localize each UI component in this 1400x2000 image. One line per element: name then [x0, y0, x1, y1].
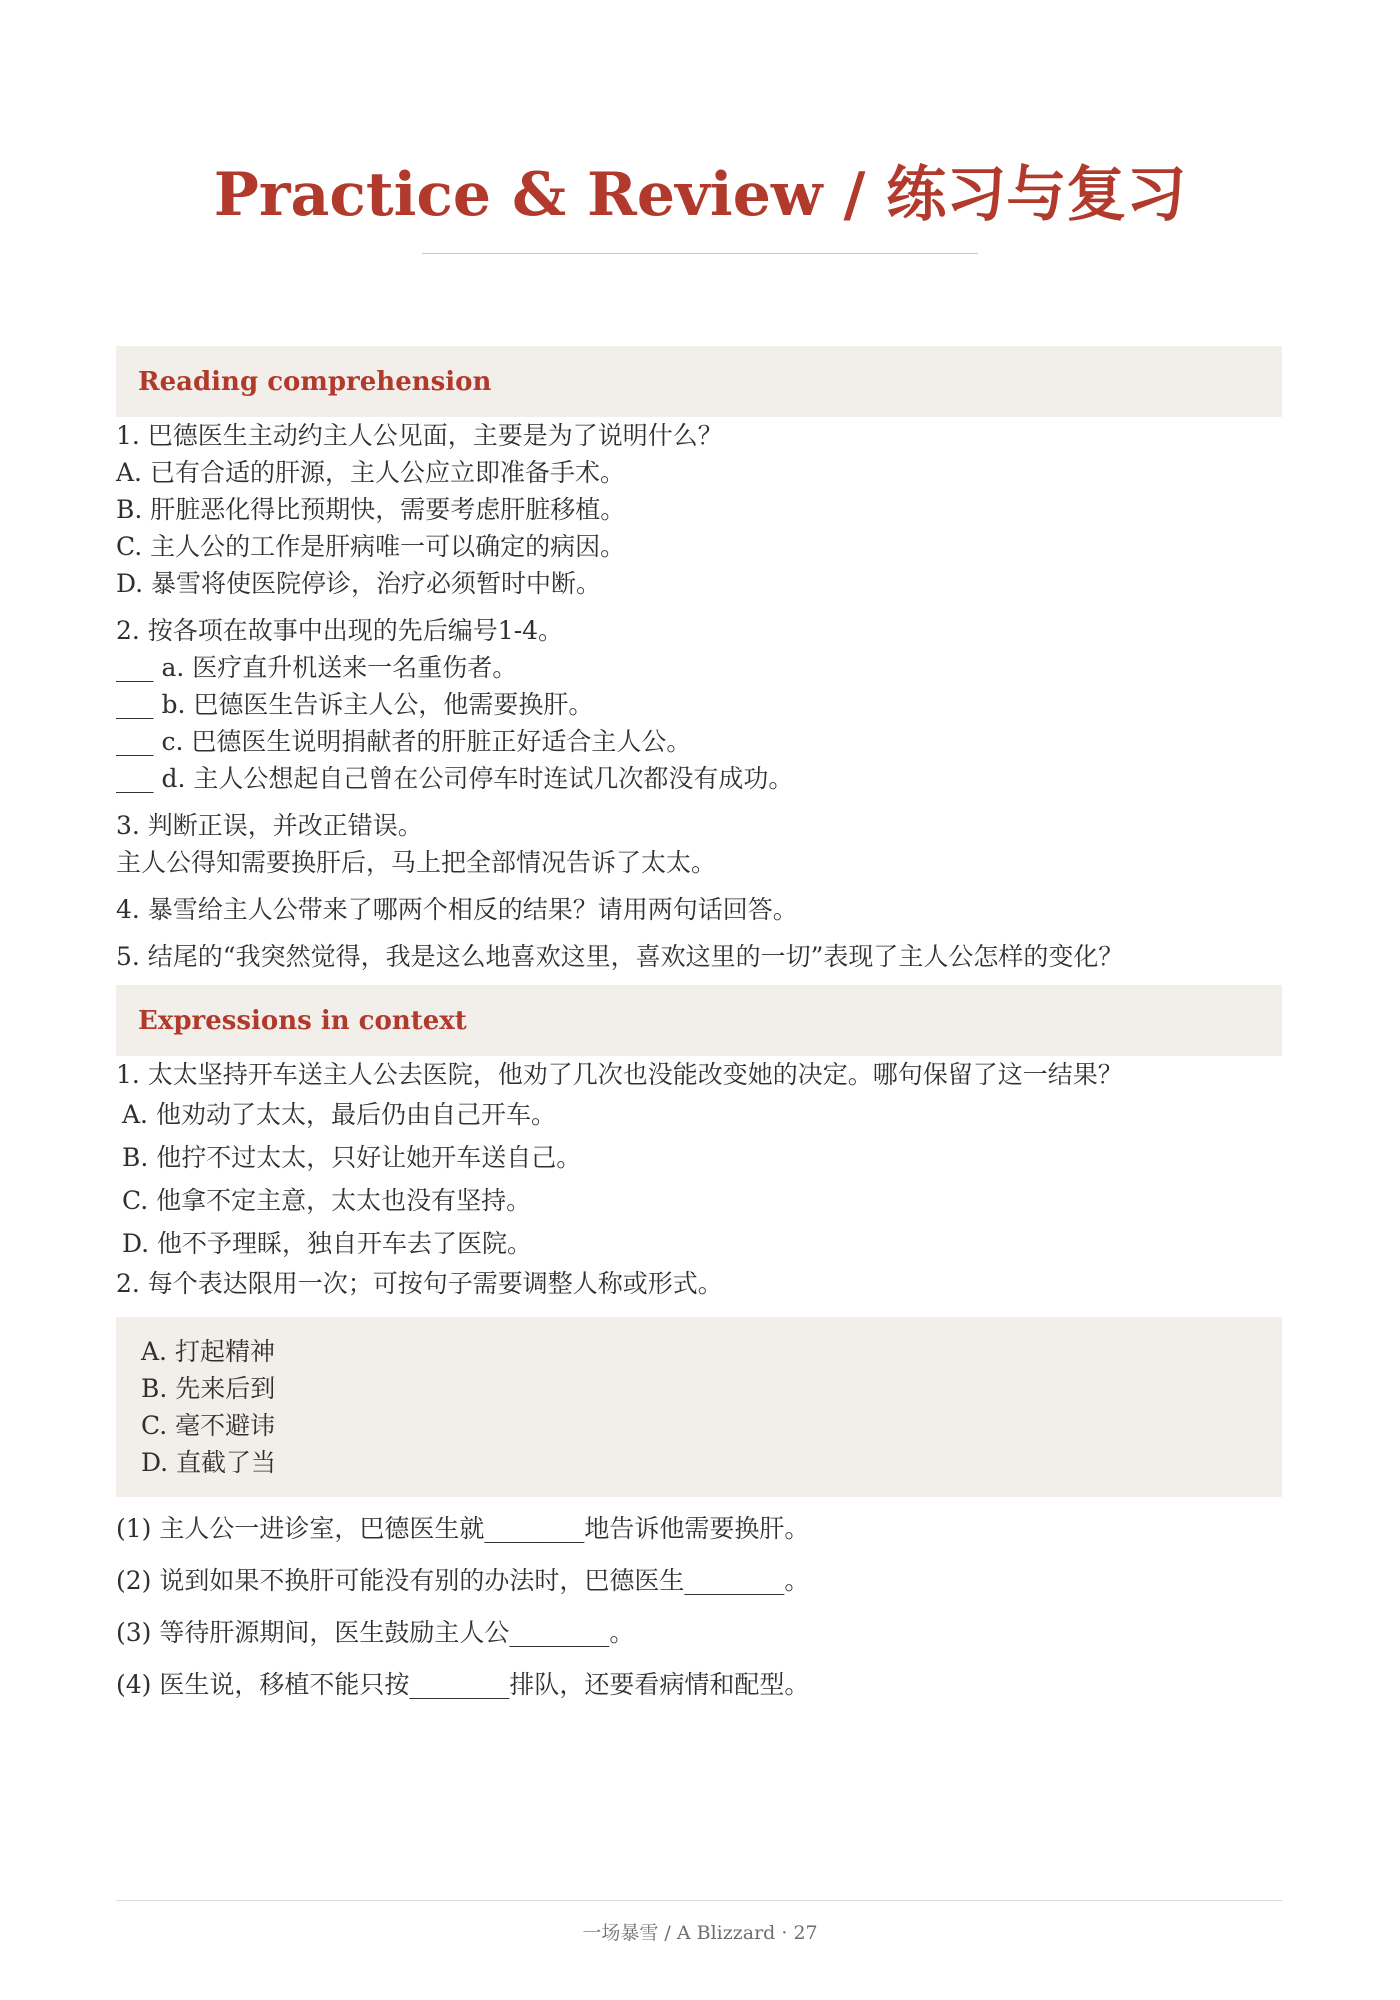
- question-stem: 2. 每个表达限用一次；可按句子需要调整人称或形式。: [116, 1269, 723, 1298]
- reading-question-3: [116, 807, 1282, 881]
- reading-question-1: [116, 417, 1282, 602]
- question-stem: 1. 巴德医生主动约主人公见面，主要是为了说明什么？: [116, 421, 723, 450]
- reading-question-4: [116, 891, 1282, 928]
- question-stem: 4. 暴雪给主人公带来了哪两个相反的结果？请用两句话回答。: [116, 895, 798, 924]
- fill-in-sentence: (4) 医生说，移植不能只按________排队，还要看病情和配型。: [116, 1670, 810, 1699]
- section-title: Expressions in context: [138, 1005, 467, 1036]
- expressions-question-1: [116, 1056, 1282, 1265]
- statement-text: 主人公得知需要换肝后，马上把全部情况告诉了太太。: [116, 848, 717, 877]
- reading-question-5: [116, 938, 1282, 975]
- expression-bank: [116, 1317, 1282, 1497]
- ordering-item: ___ a. 医疗直升机送来一名重伤者。: [116, 653, 518, 682]
- section-header-reading: [116, 346, 1282, 417]
- fill-in-sentence: (3) 等待肝源期间，医生鼓励主人公________。: [116, 1618, 635, 1647]
- question-stem: 1. 太太坚持开车送主人公去医院，他劝了几次也没能改变她的决定。哪句保留了这一结果？: [116, 1060, 1123, 1089]
- fill-in-sentence: (2) 说到如果不换肝可能没有别的办法时，巴德医生________。: [116, 1566, 810, 1595]
- page-footer: 一场暴雪 / A Blizzard · 27: [582, 1922, 818, 1944]
- answer-option: A. 已有合适的肝源，主人公应立即准备手术。: [116, 458, 625, 487]
- expression-choice: B. 先来后到: [141, 1374, 276, 1403]
- answer-option: B. 肝脏恶化得比预期快，需要考虑肝脏移植。: [116, 495, 626, 524]
- fill-in-sentence: (1) 主人公一进诊室，巴德医生就________地告诉他需要换肝。: [116, 1514, 810, 1543]
- answer-option: D. 暴雪将使医院停诊，治疗必须暂时中断。: [116, 569, 602, 598]
- section-header-expressions: [116, 985, 1282, 1056]
- section-title: Reading comprehension: [138, 366, 492, 397]
- question-stem: 2. 按各项在故事中出现的先后编号1-4。: [116, 616, 564, 645]
- expressions-question-2: [116, 1265, 1282, 1705]
- ordering-item: ___ c. 巴德医生说明捐献者的肝脏正好适合主人公。: [116, 727, 692, 756]
- reading-question-2: [116, 612, 1282, 797]
- question-stem: 3. 判断正误，并改正错误。: [116, 811, 423, 840]
- answer-option: D. 他不予理睬，独自开车去了医院。: [122, 1229, 533, 1258]
- page-title: Practice & Review / 练习与复习: [213, 160, 1187, 230]
- ordering-item: ___ d. 主人公想起自己曾在公司停车时连试几次都没有成功。: [116, 764, 794, 793]
- answer-option: C. 主人公的工作是肝病唯一可以确定的病因。: [116, 532, 626, 561]
- answer-option: A. 他劝动了太太，最后仍由自己开车。: [122, 1100, 556, 1129]
- ordering-item: ___ b. 巴德医生告诉主人公，他需要换肝。: [116, 690, 594, 719]
- main-content: [116, 346, 1282, 1705]
- question-stem: 5. 结尾的“我突然觉得，我是这么地喜欢这里，喜欢这里的一切”表现了主人公怎样的变化？: [116, 942, 1124, 971]
- expression-choice: A. 打起精神: [141, 1337, 275, 1366]
- title-divider: [422, 253, 978, 254]
- footer-divider: [116, 1900, 1282, 1901]
- answer-option: C. 他拿不定主意，太太也没有坚持。: [122, 1186, 532, 1215]
- answer-option: B. 他拧不过太太，只好让她开车送自己。: [122, 1143, 582, 1172]
- expression-choice: C. 毫不避讳: [141, 1411, 276, 1440]
- expression-choice: D. 直截了当: [141, 1448, 277, 1477]
